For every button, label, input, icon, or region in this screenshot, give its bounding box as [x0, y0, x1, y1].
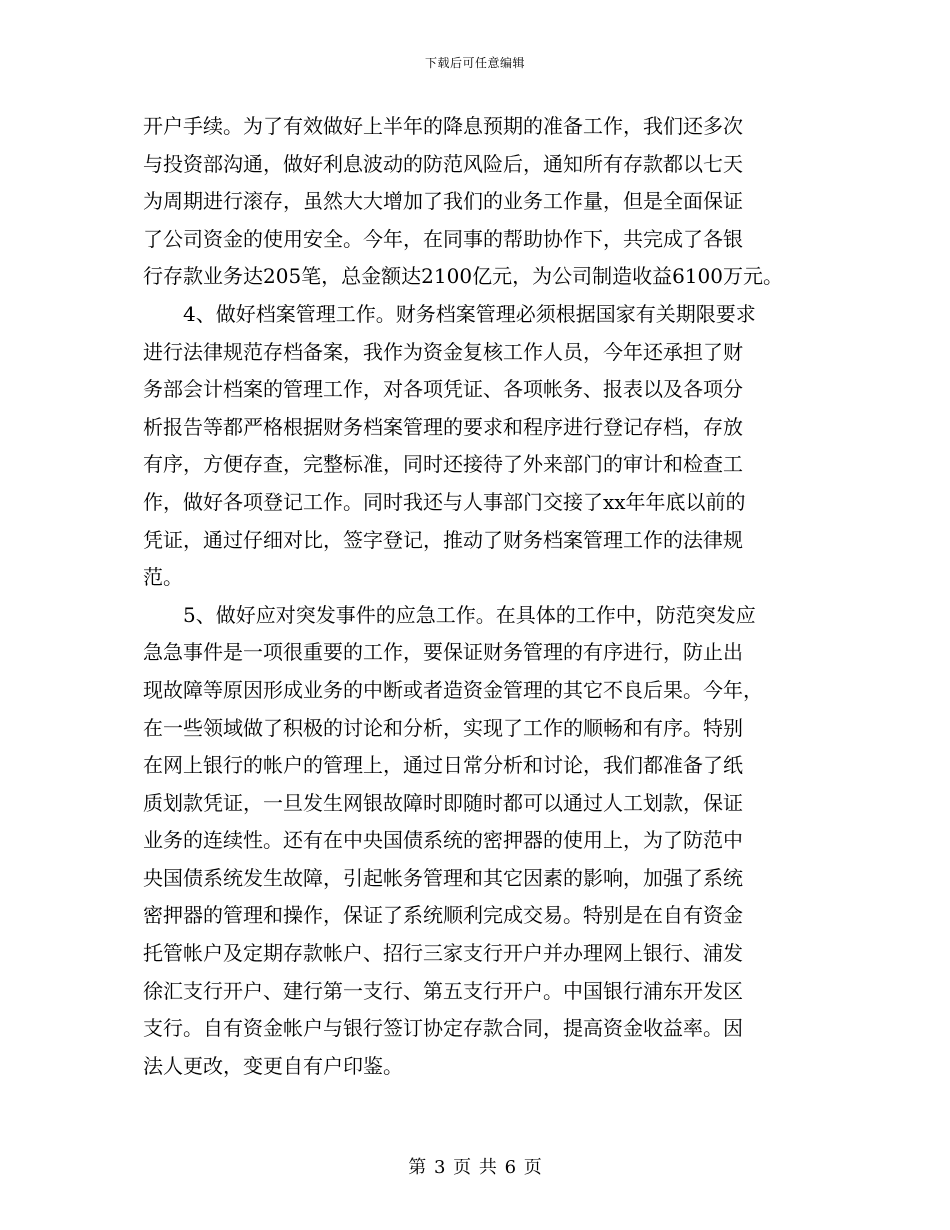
page-number: 第 3 页 共 6 页: [408, 1157, 542, 1178]
text-line: 托管帐户及定期存款帐户、招行三家支行开户并办理网上银行、浦发: [143, 941, 743, 966]
text-line: 在网上银行的帐户的管理上，通过日常分析和讨论，我们都准备了纸: [143, 753, 743, 778]
text-line: 有序，方便存查，完整标准，同时还接待了外来部门的审计和检查工: [143, 452, 743, 477]
text-line: 务部会计档案的管理工作，对各项凭证、各项帐务、报表以及各项分: [143, 377, 743, 402]
text-line: 业务的连续性。还有在中央国债系统的密押器的使用上，为了防范中: [143, 828, 743, 853]
text-line: 密押器的管理和操作，保证了系统顺利完成交易。特别是在自有资金: [143, 903, 743, 928]
paragraph-1: [143, 108, 823, 296]
text-line: 徐汇支行开户、建行第一支行、第五支行开户。中国银行浦东开发区: [143, 978, 743, 1003]
paragraph-2: [143, 296, 823, 597]
text-line: 析报告等都严格根据财务档案管理的要求和程序进行登记存档，存放: [143, 414, 743, 439]
text-line: 支行。自有资金帐户与银行签订协定存款合同，提高资金收益率。因: [143, 1016, 743, 1041]
text-line: 质划款凭证，一旦发生网银故障时即随时都可以通过人工划款，保证: [143, 790, 743, 815]
text-line: 现故障等原因形成业务的中断或者造资金管理的其它不良后果。今年，: [143, 677, 763, 702]
text-line: 为周期进行滚存，虽然大大增加了我们的业务工作量，但是全面保证: [143, 189, 743, 214]
header-note: 下载后可任意编辑: [424, 56, 525, 70]
text-line: 4、做好档案管理工作。财务档案管理必须根据国家有关期限要求: [183, 301, 756, 326]
body-text: [143, 108, 823, 1085]
text-line: 法人更改，变更自有户印鉴。: [143, 1053, 403, 1078]
text-line: 开户手续。为了有效做好上半年的降息预期的准备工作，我们还多次: [143, 114, 743, 138]
text-line: 进行法律规范存档备案，我作为资金复核工作人员，今年还承担了财: [143, 339, 743, 364]
text-line: 在一些领域做了积极的讨论和分析，实现了工作的顺畅和有序。特别: [143, 715, 743, 740]
text-line: 凭证，通过仔细对比，签字登记，推动了财务档案管理工作的法律规: [143, 527, 743, 552]
text-line: 范。: [143, 565, 183, 590]
text-line: 作，做好各项登记工作。同时我还与人事部门交接了xx年年底以前的: [143, 489, 746, 514]
text-line: 央国债系统发生故障，引起帐务管理和其它因素的影响，加强了系统: [143, 865, 743, 890]
text-line: 急急事件是一项很重要的工作，要保证财务管理的有序进行，防止出: [143, 640, 743, 665]
text-line: 行存款业务达205笔，总金额达2100亿元，为公司制造收益6100万元。: [143, 264, 783, 289]
text-line: 与投资部沟通，做好利息波动的防范风险后，通知所有存款都以七天: [143, 151, 743, 176]
paragraph-3: [143, 597, 823, 1086]
text-line: 5、做好应对突发事件的应急工作。在具体的工作中，防范突发应: [183, 602, 756, 627]
text-line: 了公司资金的使用安全。今年，在同事的帮助协作下，共完成了各银: [143, 226, 743, 251]
